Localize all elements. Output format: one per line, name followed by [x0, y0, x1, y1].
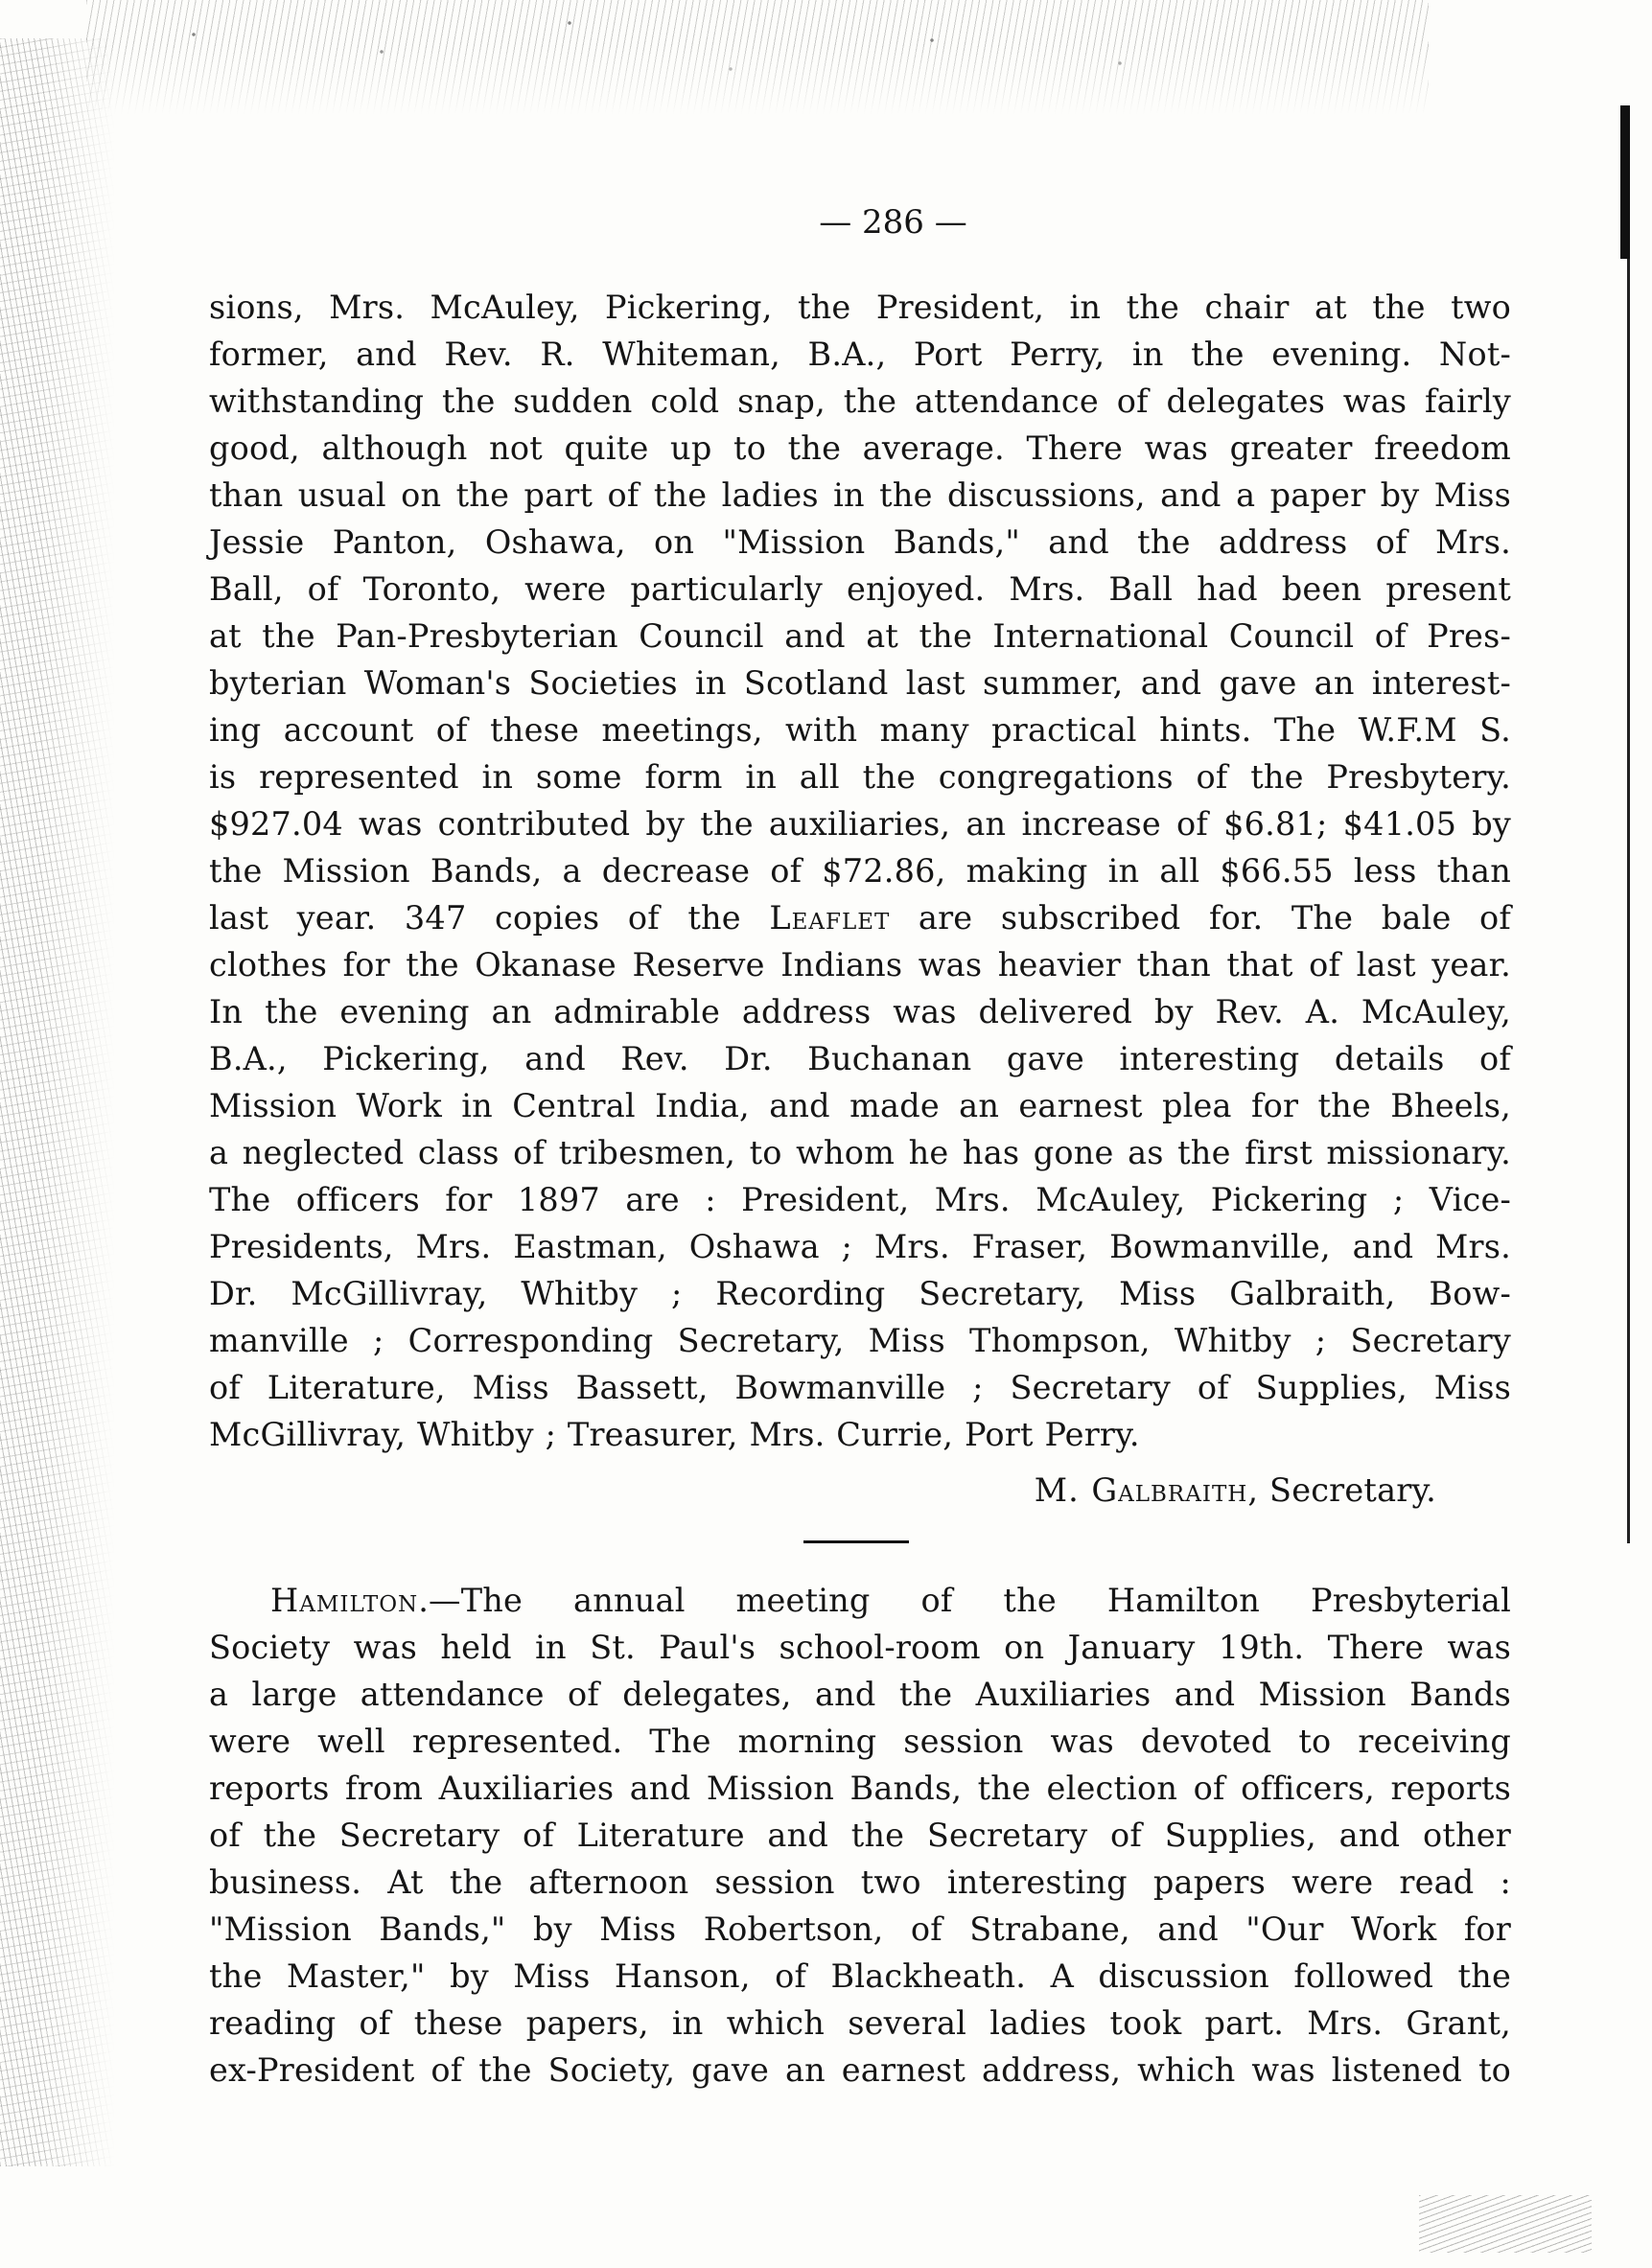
text-line: the Master," by Miss Hanson, of Blackheath. A discussion followed the [209, 1957, 1511, 1995]
text-line: reports from Auxiliaries and Mission Bands, the election of officers, reports [209, 1770, 1511, 1807]
text-line: good, although not quite up to the average. There was greater freedom [209, 429, 1511, 467]
text-line: Mission Work in Central India, and made an earnest plea for the Bheels, [209, 1087, 1511, 1124]
text-line: of Literature, Miss Bassett, Bowmanville ; Secretary of Supplies, Miss [209, 1369, 1511, 1406]
text-line: ing account of these meetings, with many practical hints. The W.F.M S. [209, 711, 1511, 749]
text-line: Jessie Panton, Oshawa, on "Mission Bands," and the address of Mrs. [209, 523, 1511, 561]
text-line: a neglected class of tribesmen, to whom he has gone as the first missionary. [209, 1134, 1511, 1171]
text-line: The officers for 1897 are : President, Mrs. McAuley, Pickering ; Vice- [209, 1181, 1511, 1218]
text-fragment: are subscribed for. The bale of [890, 899, 1512, 937]
text-line: "Mission Bands," by Miss Robertson, of Strabane, and "Our Work for [209, 1910, 1511, 1948]
text-line: B.A., Pickering, and Rev. Dr. Buchanan gave interesting details of [209, 1040, 1511, 1077]
signature-name: M. Galbraith [1034, 1471, 1248, 1509]
text-line: the Mission Bands, a decrease of $72.86, making in all $66.55 less than [209, 852, 1511, 890]
page-edge-line [1627, 259, 1630, 1543]
scan-noise-left [0, 38, 115, 2166]
leaflet-word: Leaflet [769, 899, 891, 937]
text-line: reading of these papers, in which several ladies took part. Mrs. Grant, [209, 2004, 1511, 2042]
text-line-heading [209, 1577, 1511, 1624]
text-line: former, and Rev. R. Whiteman, B.A., Port Perry, in the evening. Not- [209, 336, 1511, 373]
text-line: withstanding the sudden cold snap, the attendance of delegates was fairly [209, 382, 1511, 420]
text-line: clothes for the Okanase Reserve Indians was heavier than that of last year. [209, 946, 1511, 984]
text-line: business. At the afternoon session two interesting papers were read : [209, 1863, 1511, 1901]
text-line: In the evening an admirable address was delivered by Rev. A. McAuley, [209, 993, 1511, 1030]
signature-title: , Secretary. [1247, 1471, 1436, 1509]
text-line: Society was held in St. Paul's school-room on January 19th. There was [209, 1629, 1511, 1666]
text-line: ex-President of the Society, gave an earnest address, which was listened to [209, 2051, 1511, 2089]
text-line: sions, Mrs. McAuley, Pickering, the President, in the chair at the two [209, 289, 1511, 326]
text-line: $927.04 was contributed by the auxiliaries, an increase of $6.81; $41.05 by [209, 805, 1511, 843]
text-line: McGillivray, Whitby ; Treasurer, Mrs. Currie, Port Perry. [209, 1416, 1140, 1453]
text-line: a large attendance of delegates, and the Auxiliaries and Mission Bands [209, 1676, 1511, 1713]
signature [209, 1467, 1436, 1514]
text-line: than usual on the part of the ladies in the discussions, and a paper by Miss [209, 476, 1511, 514]
text-fragment: .—The annual meeting of the Hamilton Presbyterial [418, 1582, 1511, 1619]
section-heading: Hamilton [270, 1582, 419, 1619]
text-line: Ball, of Toronto, were particularly enjoyed. Mrs. Ball had been present [209, 570, 1511, 608]
text-line-leaflet [209, 894, 1511, 941]
scan-noise-top [86, 0, 1429, 115]
text-fragment: last year. 347 copies of the [209, 899, 770, 937]
section-divider [803, 1540, 909, 1543]
text-line: is represented in some form in all the congregations of the Presbytery. [209, 758, 1511, 796]
text-line: of the Secretary of Literature and the Secretary of Supplies, and other [209, 1817, 1511, 1854]
text-line: were well represented. The morning session was devoted to receiving [209, 1723, 1511, 1760]
scan-noise-bottom [1419, 2195, 1592, 2253]
page-number: — 286 — [819, 203, 967, 242]
text-line: Dr. McGillivray, Whitby ; Recording Secretary, Miss Galbraith, Bow- [209, 1275, 1511, 1312]
section-two-paragraph [209, 1577, 1511, 2094]
text-line: byterian Woman's Societies in Scotland last summer, and gave an interest- [209, 664, 1511, 702]
text-line: at the Pan-Presbyterian Council and at the International Council of Pres- [209, 617, 1511, 655]
section-one-paragraph [209, 284, 1511, 1458]
text-line: manville ; Corresponding Secretary, Miss Thompson, Whitby ; Secretary [209, 1322, 1511, 1359]
text-line: Presidents, Mrs. Eastman, Oshawa ; Mrs. Fraser, Bowmanville, and Mrs. [209, 1228, 1511, 1265]
